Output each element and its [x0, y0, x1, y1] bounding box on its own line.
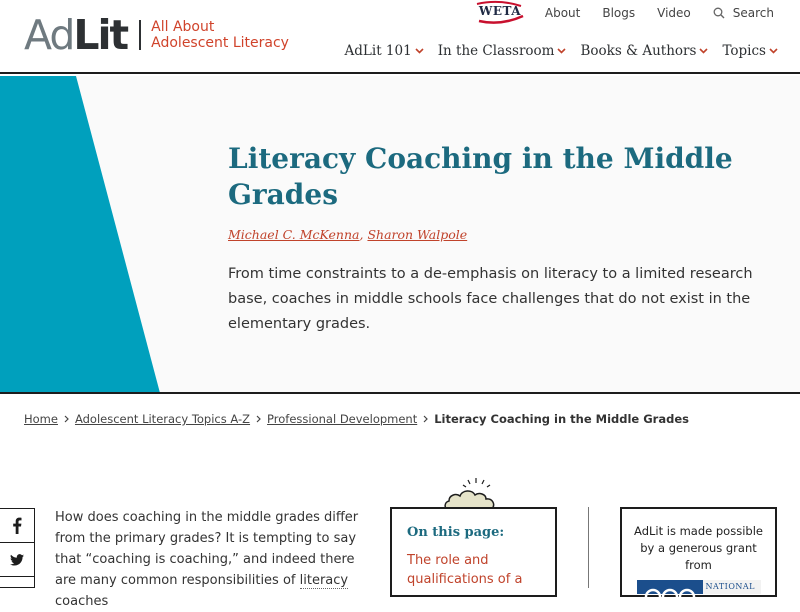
weta-logo[interactable]	[471, 2, 527, 24]
weta-wordmark: WETA	[478, 4, 522, 18]
breadcrumb-topics[interactable]: Adolescent Literacy Topics A-Z	[74, 412, 251, 426]
logo-ad: Ad	[24, 11, 74, 59]
neh-mark-icon	[637, 580, 703, 594]
neh-logo[interactable]	[637, 580, 761, 594]
author-link-walpole[interactable]: Sharon Walpole	[367, 227, 468, 242]
tagline-line-1: All About	[151, 19, 215, 35]
page-title: Literacy Coaching in the Middle Grades	[228, 142, 733, 211]
breadcrumb	[24, 412, 689, 426]
nav-label: AdLit 101	[344, 43, 412, 59]
share-bar	[0, 508, 35, 588]
chevron-down-icon	[557, 48, 566, 54]
chevron-down-icon	[699, 48, 708, 54]
share-twitter-button[interactable]	[0, 543, 34, 577]
column-divider	[588, 507, 589, 588]
nav-in-the-classroom[interactable]	[438, 43, 567, 59]
toc-link-role-and-qualifications[interactable]: The role and qualifications of a	[407, 553, 523, 587]
nav-books-authors[interactable]	[580, 43, 708, 59]
logo-lit: Lit	[73, 11, 128, 59]
logo-divider	[139, 20, 141, 50]
nav-label: Books & Authors	[580, 43, 697, 59]
main-nav	[345, 43, 778, 59]
search-label: Search	[732, 6, 774, 20]
chevron-right-icon	[423, 415, 428, 423]
neh-wordmark: NATIONAL	[703, 580, 761, 594]
search-icon	[713, 7, 725, 19]
intro-text-continued: coaches	[55, 594, 109, 609]
article-intro	[55, 507, 375, 612]
site-header	[0, 0, 800, 74]
nav-adlit-101[interactable]	[345, 43, 424, 59]
twitter-icon	[10, 554, 24, 566]
nav-topics[interactable]	[722, 43, 778, 59]
author-separator: ,	[359, 227, 368, 242]
logo-wordmark	[24, 12, 127, 58]
toc-title: On this page:	[407, 525, 505, 540]
breadcrumb-professional-development[interactable]: Professional Development	[267, 412, 418, 426]
utility-link-blogs[interactable]: Blogs	[602, 6, 636, 20]
utility-link-about[interactable]: About	[544, 6, 581, 20]
article-summary: From time constraints to a de-emphasis on literacy to a limited research base, coaches in middle schools face challenges that do not exist in the elementary grades.	[228, 266, 753, 332]
chevron-right-icon	[64, 415, 69, 423]
utility-nav	[471, 5, 774, 21]
nav-label: Topics	[722, 43, 766, 59]
chevron-down-icon	[415, 48, 424, 54]
sponsor-text: AdLit is made possible by a generous grant from	[634, 524, 763, 572]
intro-text: How does coaching in the middle grades differ from the primary grades? It is tempting to say that “coaching is coaching,” and indeed there are many common responsibilities of	[55, 510, 359, 588]
adlit-logo[interactable]	[24, 12, 289, 58]
nav-label: In the Classroom	[437, 43, 555, 59]
sponsor-box	[620, 507, 777, 597]
share-facebook-button[interactable]	[0, 509, 34, 543]
cloud-sun-icon	[442, 476, 502, 510]
author-link-mckenna[interactable]: Michael C. McKenna	[228, 227, 360, 242]
breadcrumb-home[interactable]: Home	[24, 412, 58, 426]
chevron-right-icon	[256, 415, 261, 423]
article-authors	[228, 227, 467, 242]
chevron-down-icon	[769, 48, 778, 54]
tagline-line-2: Adolescent Literacy	[151, 35, 289, 51]
breadcrumb-current: Literacy Coaching in the Middle Grades	[434, 412, 689, 426]
facebook-icon	[12, 517, 22, 534]
logo-tagline	[151, 19, 289, 51]
hero-teal-shape	[0, 76, 170, 393]
search-button[interactable]	[713, 6, 774, 20]
hero-divider	[0, 392, 800, 394]
glossary-term-literacy[interactable]: literacy	[299, 573, 349, 588]
utility-link-video[interactable]: Video	[657, 6, 691, 20]
on-this-page-box	[390, 507, 557, 597]
